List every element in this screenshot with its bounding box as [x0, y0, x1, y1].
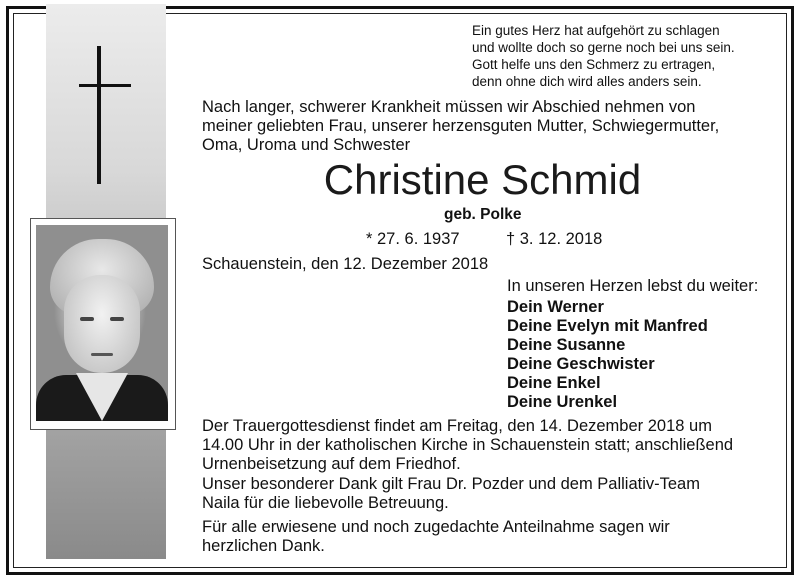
- general-thanks-line: herzlichen Dank.: [202, 537, 325, 555]
- general-thanks: [202, 518, 670, 556]
- mourner: Deine Evelyn mit Manfred: [507, 317, 708, 335]
- deceased-name: Christine Schmid: [323, 156, 642, 203]
- poem-line: denn ohne dich wird alles anders sein.: [472, 74, 702, 89]
- mourner: Deine Geschwister: [507, 355, 655, 373]
- intro-line: Oma, Uroma und Schwester: [202, 136, 411, 154]
- poem-line: Gott helfe uns den Schmerz zu ertragen,: [472, 57, 716, 72]
- portrait-photo: [36, 225, 168, 421]
- intro-line: meiner geliebten Frau, unserer herzensguten Mutter, Schwiegermutter,: [202, 117, 720, 135]
- general-thanks-line: Für alle erwiesene und noch zugedachte Anteilnahme sagen wir: [202, 518, 670, 536]
- cross-icon-bar: [79, 84, 131, 87]
- special-thanks-line: Unser besonderer Dank gilt Frau Dr. Pozder und dem Palliativ-Team: [202, 475, 700, 493]
- place-date: Schauenstein, den 12. Dezember 2018: [202, 255, 489, 273]
- mourner: Deine Urenkel: [507, 393, 618, 411]
- service-line: Urnenbeisetzung auf dem Friedhof.: [202, 455, 461, 473]
- service-line: 14.00 Uhr in der katholischen Kirche in Schauenstein statt; anschließend: [202, 436, 734, 454]
- intro-text: [202, 98, 719, 155]
- mourners-list: [507, 298, 708, 412]
- mourner: Deine Susanne: [507, 336, 626, 354]
- birth-date: * 27. 6. 1937: [366, 230, 460, 248]
- poem: [472, 22, 735, 90]
- hearts-line: In unseren Herzen lebst du weiter:: [507, 277, 759, 295]
- death-date: † 3. 12. 2018: [506, 230, 603, 248]
- service-notice: [202, 417, 733, 474]
- service-line: Der Trauergottesdienst findet am Freitag, den 14. Dezember 2018 um: [202, 417, 712, 435]
- maiden-name: geb. Polke: [444, 206, 522, 223]
- mourner: Deine Enkel: [507, 374, 601, 392]
- poem-line: und wollte doch so gerne noch bei uns sein.: [472, 40, 735, 55]
- special-thanks: [202, 475, 700, 513]
- special-thanks-line: Naila für die liebevolle Betreuung.: [202, 494, 449, 512]
- intro-line: Nach langer, schwerer Krankheit müssen wir Abschied nehmen von: [202, 98, 696, 116]
- mourner: Dein Werner: [507, 298, 604, 316]
- poem-line: Ein gutes Herz hat aufgehört zu schlagen: [472, 23, 720, 38]
